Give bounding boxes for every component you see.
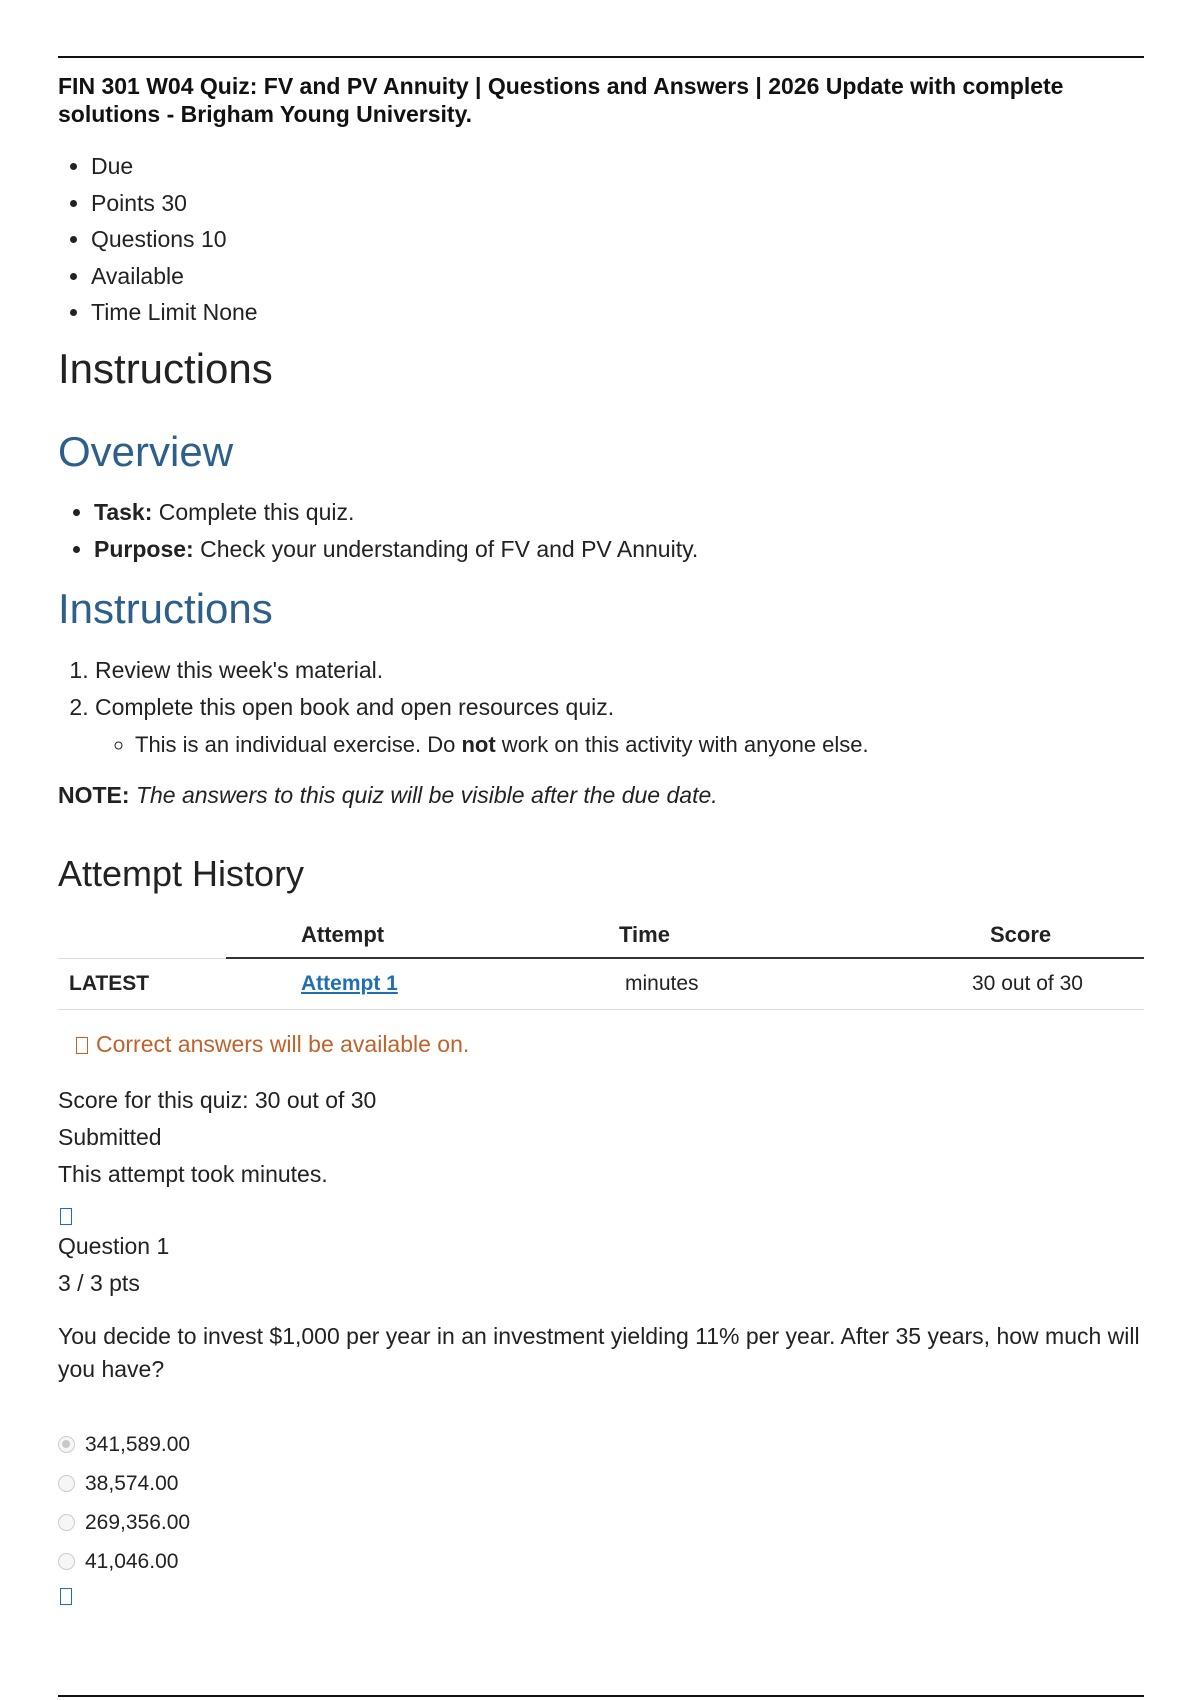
overview-task xyxy=(94,494,698,531)
score-cell: 30 out of 30 xyxy=(906,958,1144,1010)
note xyxy=(58,780,718,810)
overview-heading: Overview xyxy=(58,428,234,475)
correct-answers-notice xyxy=(76,1029,469,1059)
bottom-rule xyxy=(58,1695,1144,1697)
radio-button[interactable] xyxy=(58,1514,75,1531)
header-blank xyxy=(58,913,226,958)
correct-answers-text: Correct answers will be available on. xyxy=(96,1031,470,1057)
attempt-history-table xyxy=(58,913,1144,1010)
time-cell: minutes xyxy=(577,958,906,1010)
question-points: 3 / 3 pts xyxy=(58,1270,140,1296)
sub-text-bold: not xyxy=(461,732,496,757)
answer-label: 341,589.00 xyxy=(85,1432,191,1456)
meta-time-limit: • Time Limit None xyxy=(91,294,258,331)
answer-options xyxy=(58,1425,190,1581)
note-label: NOTE: xyxy=(58,782,130,808)
info-icon xyxy=(76,1037,88,1054)
table-row xyxy=(58,958,1144,1010)
answer-label: 38,574.00 xyxy=(85,1471,179,1495)
radio-button[interactable] xyxy=(58,1436,75,1453)
step-2-text: Complete this open book and open resources quiz. xyxy=(95,694,615,720)
answer-label: 41,046.00 xyxy=(85,1549,179,1573)
header-time: Time xyxy=(577,913,906,958)
instructions-heading: Instructions xyxy=(58,345,273,392)
radio-button[interactable] xyxy=(58,1553,75,1570)
sub-text-after: work on this activity with anyone else. xyxy=(495,732,869,757)
sub-text-before: This is an individual exercise. Do xyxy=(135,732,462,757)
flag-question-icon[interactable] xyxy=(60,1208,80,1228)
top-rule xyxy=(58,56,1144,58)
overview-purpose xyxy=(94,531,698,568)
flag-question-icon[interactable] xyxy=(60,1588,80,1608)
attempt-cell xyxy=(226,958,577,1010)
meta-questions: • Questions 10 xyxy=(91,221,258,258)
document-title: FIN 301 W04 Quiz: FV and PV Annuity | Questions and Answers | 2026 Update with complete solutions - Brigham Young University. xyxy=(58,73,1064,127)
question-text: You decide to invest $1,000 per year in an investment yielding 11% per year. After 35 years, how much will you have? xyxy=(58,1323,1140,1382)
flag-box-icon xyxy=(60,1208,72,1225)
answer-option[interactable] xyxy=(58,1464,190,1503)
steps-list xyxy=(58,652,869,763)
latest-label: LATEST xyxy=(58,958,226,1010)
task-text: Complete this quiz. xyxy=(152,499,355,525)
flag-box-icon xyxy=(60,1588,72,1605)
answer-option[interactable] xyxy=(58,1425,190,1464)
purpose-label: Purpose: xyxy=(94,536,194,562)
header-attempt: Attempt xyxy=(226,913,577,958)
radio-button[interactable] xyxy=(58,1475,75,1492)
meta-points: • Points 30 xyxy=(91,185,258,222)
answer-label: 269,356.00 xyxy=(85,1510,191,1534)
header-score: Score xyxy=(906,913,1144,958)
purpose-text: Check your understanding of FV and PV Annuity. xyxy=(193,536,699,562)
meta-due: • Due xyxy=(91,148,258,185)
quiz-meta-list xyxy=(58,148,258,331)
attempt-1-link[interactable]: Attempt 1 xyxy=(301,972,398,995)
quiz-status: Submitted xyxy=(58,1124,162,1150)
attempt-history-heading: Attempt History xyxy=(58,853,305,894)
attempt-table-header xyxy=(58,913,1144,958)
step-2-sub-item xyxy=(135,726,869,763)
step-2 xyxy=(95,689,869,763)
quiz-score: Score for this quiz: 30 out of 30 xyxy=(58,1087,377,1113)
step-1: 1. Review this week's material. xyxy=(95,652,869,689)
overview-list xyxy=(58,494,698,568)
steps-heading: Instructions xyxy=(58,585,273,632)
quiz-info xyxy=(58,1082,376,1193)
step-2-sublist xyxy=(95,726,869,763)
quiz-duration: This attempt took minutes. xyxy=(58,1161,328,1187)
question-header xyxy=(58,1228,169,1302)
answer-option[interactable] xyxy=(58,1503,190,1542)
question-title: Question 1 xyxy=(58,1233,170,1259)
answer-option[interactable] xyxy=(58,1542,190,1581)
meta-available: • Available xyxy=(91,258,258,295)
task-label: Task: xyxy=(94,499,153,525)
note-text: The answers to this quiz will be visible after the due date. xyxy=(135,782,718,808)
